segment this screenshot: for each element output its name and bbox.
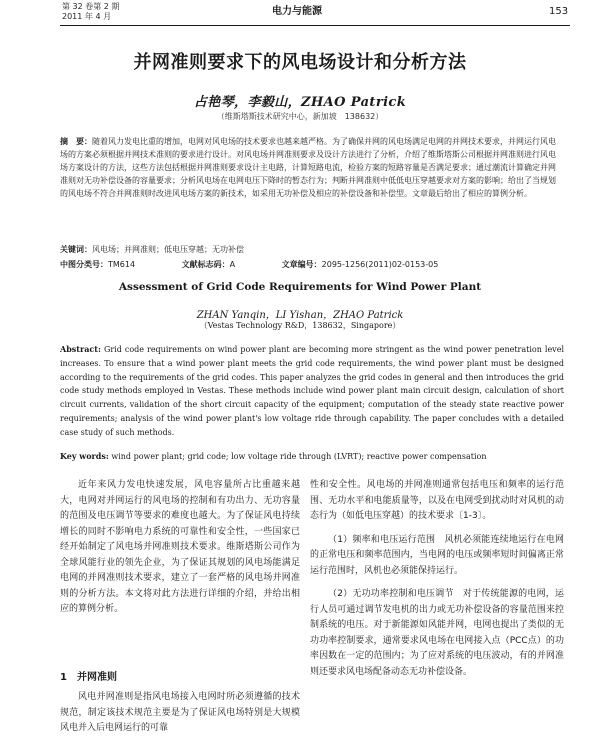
en-abstract-label: Abstract:: [60, 344, 101, 354]
en-authors: ZHAN Yanqin，LI Yishan，ZHAO Patrick: [196, 310, 404, 321]
en-abstract: [60, 343, 564, 440]
article-authors: 占艳琴，李毅山，ZHAO Patrick: [193, 95, 407, 110]
cn-abstract-text: 随着风力发电比重的增加，电网对风电场的技术要求也越来越严格。为了确保并网的风电场满足电网的并网技术要求，并网运行风电场的方案必须根据并网技术准则的要求进行设计。对风电场并网准则要求及设计方法进行了分析，介绍了维斯塔斯公司根据并网准则进行风电场方案设计的方法，这些方法包括根据并网准则要求设计主电路，计算短路电流，检验方案的短路容量是否满足要求；通过潮流计算确定并网准则对无功补偿设备的容量要求；分析风电场在电网电压下降时的暂态行为；判断并网准则中低低电压穿越要求对方案的影响；给出了当规划的风电场不符合并网准则时改进风电场方案的新技术，如采用无功补偿及相应的补偿设备和补偿型。文章最后给出了相应的算例分析。: [60, 137, 556, 198]
page-number: 153: [549, 6, 569, 17]
article-affiliation: （维斯塔斯技术研究中心，新加坡 138632）: [216, 112, 384, 121]
cn-abstract-label: 摘 要：: [60, 137, 92, 146]
en-affiliation: （Vestas Technology R&D，138632，Singapore）: [199, 321, 401, 330]
section-heading: 1 并网准则: [60, 672, 117, 683]
section1-paragraph: 风电并网准则是指风电场接入电网时所必须遵循的技术规范，制定该技术规范主要是为了保证风电场特别是大规模风电并入后电网运行的可靠: [60, 692, 300, 733]
en-keywords: [60, 450, 564, 463]
running-header-volume: [62, 2, 119, 22]
volume-issue: 第 32 卷第 2 期: [62, 2, 120, 11]
en-abstract-text: Grid code requirements on wind power plant are becoming more stringent as the wind power penetration level increases. To ensure that a wind power plant meets the grid code requirements, the wind power plant must be designed according to the requirements of the grid codes. This paper analyzes the grid codes in general and then introduces the grid code study methods employed in Vestas. These methods include wind power plant main circuit design, calculation of short circuit currents, validation of the short circuit capacity of the equipment; computation of the steady state reactive power requirements; analysis of the wind power plant's low voltage ride through capability. The paper concludes with a detailed case study of such methods.: [60, 345, 564, 437]
classification-line: [60, 259, 560, 271]
en-keywords-text: wind power plant; grid code; low voltage ride through (LVRT); reactive power compensation: [111, 452, 487, 461]
cn-abstract: [60, 135, 560, 200]
article-number: 文章编号：2095-1256(2011)02-0153-05: [281, 260, 439, 269]
right-paragraph-2: （1）频率和电压运行范围 风机必须能连续地运行在电网的正常电压和频率范围内，当电网的电压或频率短时间偏离正常运行范围时，风机也必须能保持运行。: [310, 534, 564, 576]
article-title: 并网准则要求下的风电场设计和分析方法: [133, 52, 467, 73]
header-rule: [60, 25, 570, 26]
cn-keywords-label: 关键词：: [60, 245, 92, 254]
en-keywords-label: Key words:: [60, 451, 109, 461]
body-left-column-continued: [60, 690, 300, 737]
right-paragraph-1: 性和安全性。风电场的并网准则通常包括电压和频率的运行范围、无功水平和电能质量等，以及在电网受到扰动时对风机的动态行为（如低电压穿越）的技术要求〔1-3〕。: [310, 480, 564, 521]
intro-paragraph: 近年来风力发电快速发展，风电容量所占比重越来越大，电网对并网运行的风电场的控制和有功出力、无功容量的范围及电压调节等要求的难度也越大。为了保证风电持续增长的同时不影响电力系统的可靠性和安全性，一些国家已经开始制定了风电场并网准则技术要求。维斯塔斯公司作为全球风能行业的领先企业，为了保证其规划的风电场能满足电网的并网准则技术要求，建立了一套严格的风电场并网准则的分析方法。本文将对此方法进行详细的介绍，并给出相应的算例分析。: [60, 480, 300, 614]
cn-keywords-text: 风电场；并网准则；低电压穿越；无功补偿: [92, 245, 244, 254]
class-number: 中图分类号：TM614: [60, 260, 136, 269]
en-title: Assessment of Grid Code Requirements for Wind Power Plant: [118, 281, 482, 293]
cn-keywords: [60, 244, 560, 256]
right-paragraph-3: （2）无功功率控制和电压调节 对于传统能源的电网，运行人员可通过调节发电机的出力或无功补偿设备的容量范围来控制系统的电压。对于新能源如风能并网，电网也提出了类似的无功功率控制要求，通常要求风电场在电网接入点（PCC点）的功率因数在一定的范围内；为了应对系统的电压波动，有的并网准则还要求风电场配备动态无功补偿设备。: [310, 589, 564, 677]
journal-name: 电力与能源: [272, 6, 322, 17]
body-left-column: [60, 478, 300, 618]
issue-date: 2011 年 4 月: [62, 12, 112, 21]
document-code: 文献标志码：A: [181, 260, 236, 269]
body-right-column: [310, 478, 564, 680]
